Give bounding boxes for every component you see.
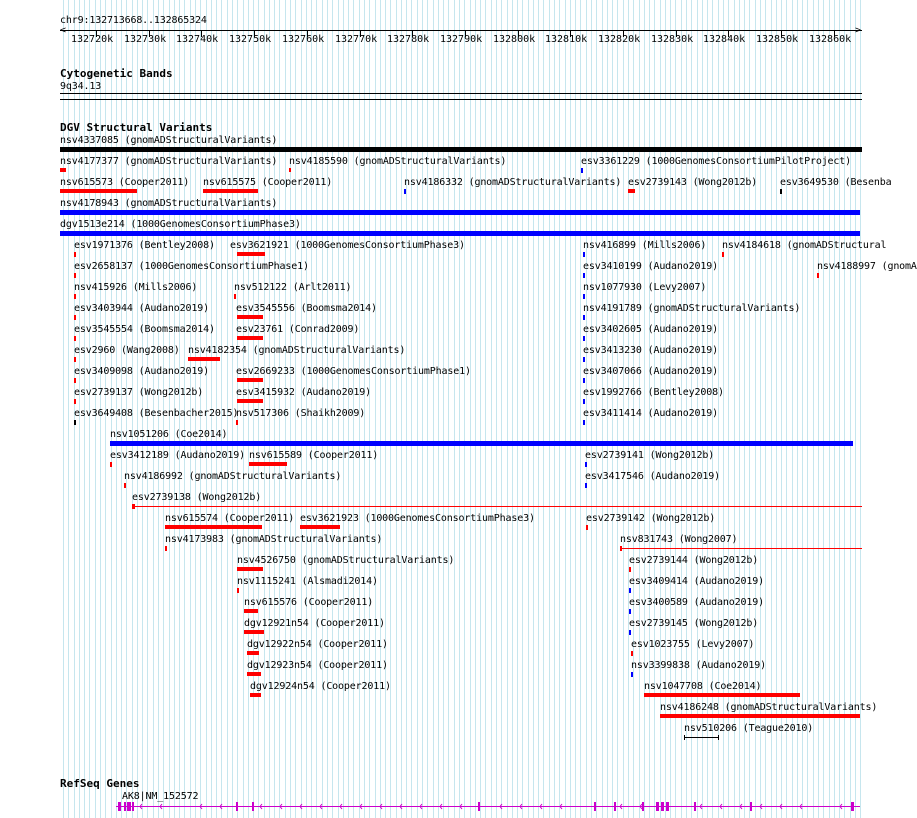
variant-label[interactable]: esv3410199 (Audano2019) bbox=[583, 261, 719, 272]
variant-label[interactable]: nsv510206 (Teague2010) bbox=[684, 723, 814, 734]
variant-label[interactable]: dgv12923n54 (Cooper2011) bbox=[247, 660, 388, 671]
variant-bar[interactable] bbox=[583, 315, 585, 320]
variant-label[interactable]: nsv512122 (Arlt2011) bbox=[234, 282, 352, 293]
variant-bar[interactable] bbox=[237, 252, 265, 256]
variant-bar[interactable] bbox=[581, 168, 583, 173]
variant-bar[interactable] bbox=[250, 693, 261, 697]
variant-label[interactable]: esv23761 (Conrad2009) bbox=[236, 324, 360, 335]
variant-bar[interactable] bbox=[583, 378, 585, 383]
ruler-tick-label: 132780k bbox=[387, 34, 430, 45]
variant-label[interactable]: dgv1513e214 (1000GenomesConsortiumPhase3) bbox=[60, 219, 301, 230]
ruler-tick-label: 132850k bbox=[756, 34, 799, 45]
variant-label[interactable]: esv2739141 (Wong2012b) bbox=[585, 450, 715, 461]
variant-bar[interactable] bbox=[583, 357, 585, 362]
gene-exon bbox=[594, 802, 596, 811]
variant-bar[interactable] bbox=[74, 336, 76, 341]
variant-bar[interactable] bbox=[244, 630, 264, 634]
variant-bar[interactable] bbox=[583, 252, 585, 257]
variant-bar[interactable] bbox=[629, 630, 631, 635]
variant-label[interactable]: esv3417546 (Audano2019) bbox=[585, 471, 721, 482]
variant-label[interactable]: esv2739143 (Wong2012b) bbox=[628, 177, 758, 188]
variant-label[interactable]: esv3412189 (Audano2019) bbox=[110, 450, 246, 461]
variant-bar[interactable] bbox=[60, 210, 860, 215]
variant-bar[interactable] bbox=[247, 672, 261, 676]
variant-bar[interactable] bbox=[684, 737, 718, 738]
gene-exon bbox=[132, 802, 134, 811]
variant-label[interactable]: esv2739144 (Wong2012b) bbox=[629, 555, 759, 566]
cytoband-bottom-border bbox=[60, 99, 862, 100]
variant-label[interactable]: nsv831743 (Wong2007) bbox=[620, 534, 738, 545]
variant-label[interactable]: esv2739142 (Wong2012b) bbox=[586, 513, 716, 524]
variant-label[interactable]: esv3649408 (Besenbacher2015) bbox=[74, 408, 239, 419]
variant-bar[interactable] bbox=[629, 609, 631, 614]
variant-label[interactable]: nsv415926 (Mills2006) bbox=[74, 282, 198, 293]
variant-label[interactable]: nsv615576 (Cooper2011) bbox=[244, 597, 374, 608]
variant-label[interactable]: dgv12924n54 (Cooper2011) bbox=[250, 681, 391, 692]
ruler-tick-label: 132820k bbox=[598, 34, 641, 45]
ruler-tick-label: 132750k bbox=[229, 34, 272, 45]
variant-label[interactable]: nsv1077930 (Levy2007) bbox=[583, 282, 707, 293]
ruler-axis bbox=[60, 30, 862, 31]
variant-label[interactable]: esv2739138 (Wong2012b) bbox=[132, 492, 262, 503]
gene-exon bbox=[656, 802, 659, 811]
variant-bar[interactable] bbox=[620, 546, 622, 551]
variant-bar[interactable] bbox=[60, 231, 860, 236]
ruler-tick-label: 132830k bbox=[651, 34, 694, 45]
ruler-left-arrow: < bbox=[60, 25, 66, 36]
variant-bar[interactable] bbox=[74, 378, 76, 383]
variant-bar[interactable] bbox=[289, 168, 291, 172]
variant-bar[interactable] bbox=[74, 294, 76, 299]
gene-exon bbox=[851, 802, 854, 811]
variant-bar[interactable] bbox=[203, 189, 258, 193]
variant-bar[interactable] bbox=[237, 336, 263, 340]
gene-exon bbox=[127, 802, 131, 811]
variant-label[interactable]: nsv4186248 (gnomADStructuralVariants) bbox=[660, 702, 878, 713]
variant-bar[interactable] bbox=[236, 420, 238, 425]
variant-bar[interactable] bbox=[300, 525, 340, 529]
variant-label[interactable]: nsv4177377 (gnomADStructuralVariants) bbox=[60, 156, 278, 167]
gene-exon bbox=[236, 802, 238, 811]
gene-exon bbox=[124, 802, 126, 811]
ruler-tick-label: 132860k bbox=[809, 34, 852, 45]
variant-bar[interactable] bbox=[660, 714, 860, 718]
variant-label[interactable]: esv3407066 (Audano2019) bbox=[583, 366, 719, 377]
variant-label[interactable]: nsv4173983 (gnomADStructuralVariants) bbox=[165, 534, 383, 545]
variant-label[interactable]: esv3621921 (1000GenomesConsortiumPhase3) bbox=[230, 240, 465, 251]
variant-label[interactable]: nsv4182354 (gnomADStructuralVariants) bbox=[188, 345, 406, 356]
variant-bar[interactable] bbox=[628, 189, 635, 193]
variant-bar[interactable] bbox=[234, 294, 236, 299]
variant-label[interactable]: nsv1051206 (Coe2014) bbox=[110, 429, 228, 440]
gene-exon bbox=[642, 802, 644, 811]
gene-exon bbox=[666, 802, 669, 811]
variant-label[interactable]: dgv12922n54 (Cooper2011) bbox=[247, 639, 388, 650]
variant-label[interactable]: esv3415932 (Audano2019) bbox=[236, 387, 372, 398]
variant-bar[interactable] bbox=[60, 168, 66, 172]
variant-end-cap bbox=[718, 735, 719, 740]
variant-label[interactable]: nsv4184618 (gnomADStructural bbox=[722, 240, 887, 251]
variant-label[interactable]: dgv12921n54 (Cooper2011) bbox=[244, 618, 385, 629]
variant-label[interactable]: nsv4186992 (gnomADStructuralVariants) bbox=[124, 471, 342, 482]
gene-exon bbox=[614, 802, 616, 811]
variant-label[interactable]: nsv615575 (Cooper2011) bbox=[203, 177, 333, 188]
variant-label[interactable]: nsv615589 (Cooper2011) bbox=[249, 450, 379, 461]
variant-bar[interactable] bbox=[74, 357, 76, 362]
variant-label[interactable]: nsv517306 (Shaikh2009) bbox=[236, 408, 366, 419]
variant-bar[interactable] bbox=[583, 399, 585, 404]
gene-exon bbox=[252, 802, 254, 811]
variant-label[interactable]: esv3545554 (Boomsma2014) bbox=[74, 324, 215, 335]
variant-bar[interactable] bbox=[583, 294, 585, 299]
variant-bar[interactable] bbox=[237, 567, 263, 571]
variant-bar[interactable] bbox=[249, 462, 287, 466]
variant-label[interactable]: esv3621923 (1000GenomesConsortiumPhase3) bbox=[300, 513, 535, 524]
variant-bar[interactable] bbox=[585, 462, 587, 467]
dgv-track-title[interactable]: DGV Structural Variants bbox=[60, 121, 213, 134]
ruler-tick-label: 132800k bbox=[493, 34, 536, 45]
variant-label[interactable]: nsv615573 (Cooper2011) bbox=[60, 177, 190, 188]
variant-label[interactable]: esv3361229 (1000GenomesConsortiumPilotProject) bbox=[581, 156, 852, 167]
variant-label[interactable]: nsv1115241 (Alsmadi2014) bbox=[237, 576, 378, 587]
variant-label[interactable]: nsv4185590 (gnomADStructuralVariants) bbox=[289, 156, 507, 167]
variant-label[interactable]: esv3411414 (Audano2019) bbox=[583, 408, 719, 419]
gene-exon bbox=[750, 802, 752, 811]
variant-bar[interactable] bbox=[132, 504, 135, 509]
gene-model-ak8[interactable] bbox=[0, 798, 890, 814]
variant-label[interactable]: esv2739137 (Wong2012b) bbox=[74, 387, 204, 398]
variant-bar[interactable] bbox=[74, 273, 76, 278]
variant-label[interactable]: nsv4191789 (gnomADStructuralVariants) bbox=[583, 303, 801, 314]
variant-label[interactable]: esv2739145 (Wong2012b) bbox=[629, 618, 759, 629]
variant-bar[interactable] bbox=[644, 693, 800, 697]
variant-label[interactable]: nsv4188997 (gnomA bbox=[817, 261, 917, 272]
variant-label[interactable]: esv1971376 (Bentley2008) bbox=[74, 240, 215, 251]
variant-bar[interactable] bbox=[585, 483, 587, 488]
variant-label[interactable]: esv3409414 (Audano2019) bbox=[629, 576, 765, 587]
variant-bar[interactable] bbox=[817, 273, 819, 278]
ruler-right-arrow: > bbox=[855, 25, 861, 36]
variant-label[interactable]: esv2960 (Wang2008) bbox=[74, 345, 180, 356]
variant-bar[interactable] bbox=[74, 399, 76, 404]
ruler-tick-label: 132760k bbox=[282, 34, 325, 45]
variant-label[interactable]: esv1992766 (Bentley2008) bbox=[583, 387, 724, 398]
ruler-tick-label: 132720k bbox=[71, 34, 114, 45]
variant-bar[interactable] bbox=[629, 588, 631, 593]
variant-bar[interactable] bbox=[722, 252, 724, 257]
ruler-tick-label: 132840k bbox=[703, 34, 746, 45]
variant-bar[interactable] bbox=[188, 357, 220, 361]
variant-label[interactable]: nsv3399838 (Audano2019) bbox=[631, 660, 767, 671]
cytoband-track-title[interactable]: Cytogenetic Bands bbox=[60, 67, 173, 80]
variant-bar[interactable] bbox=[237, 315, 263, 319]
variant-bar[interactable] bbox=[237, 378, 263, 382]
variant-bar[interactable] bbox=[247, 651, 259, 655]
variant-bar[interactable] bbox=[631, 651, 633, 656]
variant-label[interactable]: esv2658137 (1000GenomesConsortiumPhase1) bbox=[74, 261, 309, 272]
variant-label[interactable]: nsv1047708 (Coe2014) bbox=[644, 681, 762, 692]
ruler-tick-label: 132810k bbox=[545, 34, 588, 45]
variant-extent-line[interactable] bbox=[622, 548, 862, 549]
refseq-track-title[interactable]: RefSeq Genes bbox=[60, 777, 140, 790]
variant-label[interactable]: esv3649530 (Besenba bbox=[780, 177, 892, 188]
variant-extent-line[interactable] bbox=[135, 506, 862, 507]
variant-label[interactable]: esv2669233 (1000GenomesConsortiumPhase1) bbox=[236, 366, 471, 377]
cytoband-label: 9q34.13 bbox=[60, 81, 102, 92]
variant-bar[interactable] bbox=[631, 672, 633, 677]
variant-bar[interactable] bbox=[583, 273, 585, 278]
variant-label[interactable]: nsv4526750 (gnomADStructuralVariants) bbox=[237, 555, 455, 566]
variant-bar[interactable] bbox=[110, 462, 112, 467]
variant-label[interactable]: nsv4186332 (gnomADStructuralVariants) bbox=[404, 177, 622, 188]
gene-exon bbox=[118, 802, 121, 811]
variant-label[interactable]: esv1023755 (Levy2007) bbox=[631, 639, 755, 650]
variant-bar[interactable] bbox=[124, 483, 126, 488]
ruler-tick-label: 132740k bbox=[176, 34, 219, 45]
variant-label[interactable]: esv3545556 (Boomsma2014) bbox=[236, 303, 377, 314]
variant-bar[interactable] bbox=[583, 420, 585, 425]
variant-bar[interactable] bbox=[586, 525, 588, 530]
variant-label[interactable]: esv3403944 (Audano2019) bbox=[74, 303, 210, 314]
variant-label[interactable]: esv3409098 (Audano2019) bbox=[74, 366, 210, 377]
variant-bar[interactable] bbox=[74, 252, 76, 257]
variant-bar[interactable] bbox=[583, 336, 585, 341]
ruler-tick-label: 132730k bbox=[124, 34, 167, 45]
variant-bar[interactable] bbox=[237, 588, 239, 593]
variant-bar[interactable] bbox=[60, 147, 862, 152]
variant-bar[interactable] bbox=[110, 441, 853, 446]
ruler-tick-label: 132790k bbox=[440, 34, 483, 45]
variant-bar[interactable] bbox=[74, 315, 76, 320]
position-label: chr9:132713668..132865324 bbox=[60, 15, 207, 26]
variant-bar[interactable] bbox=[780, 189, 782, 194]
gene-exon bbox=[478, 802, 480, 811]
variant-label[interactable]: nsv416899 (Mills2006) bbox=[583, 240, 707, 251]
variant-label[interactable]: esv3402605 (Audano2019) bbox=[583, 324, 719, 335]
variant-label[interactable]: esv3413230 (Audano2019) bbox=[583, 345, 719, 356]
variant-bar[interactable] bbox=[74, 420, 76, 425]
variant-bar[interactable] bbox=[165, 525, 262, 529]
variant-label[interactable]: nsv615574 (Cooper2011) bbox=[165, 513, 295, 524]
variant-bar[interactable] bbox=[165, 546, 167, 551]
variant-bar[interactable] bbox=[237, 399, 263, 403]
variant-label[interactable]: esv3400589 (Audano2019) bbox=[629, 597, 765, 608]
variant-bar[interactable] bbox=[244, 609, 258, 613]
gene-exon bbox=[661, 802, 664, 811]
gene-label[interactable]: AK8|NM_152572 bbox=[122, 791, 199, 802]
gene-exon bbox=[694, 802, 696, 811]
cytoband-top-border bbox=[60, 93, 862, 94]
variant-bar[interactable] bbox=[629, 567, 631, 572]
variant-label[interactable]: nsv4178943 (gnomADStructuralVariants) bbox=[60, 198, 278, 209]
variant-label[interactable]: nsv4337085 (gnomADStructuralVariants) bbox=[60, 135, 278, 146]
ruler-tick-label: 132770k bbox=[335, 34, 378, 45]
variant-bar[interactable] bbox=[60, 189, 137, 193]
variant-bar[interactable] bbox=[404, 189, 406, 194]
